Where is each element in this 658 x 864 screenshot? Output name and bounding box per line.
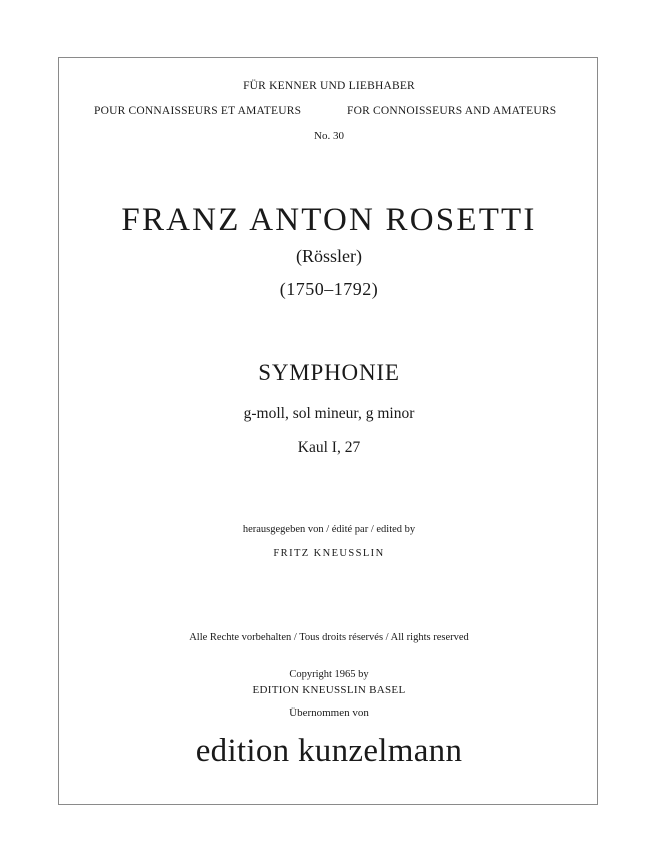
series-title-german: FÜR KENNER UND LIEBHABER (243, 80, 415, 92)
composer-alias: (Rössler) (296, 246, 362, 266)
editor-name: FRITZ KNEUSSLIN (273, 548, 385, 559)
work-catalog-number: Kaul I, 27 (297, 439, 361, 456)
series-number: No. 30 (314, 130, 344, 142)
work-title: SYMPHONIE (258, 360, 400, 385)
original-publisher: EDITION KNEUSSLIN BASEL (252, 684, 406, 696)
composer-name: FRANZ ANTON ROSETTI (121, 202, 537, 238)
rights-notice: Alle Rechte vorbehalten / Tous droits réservés / All rights reserved (189, 632, 469, 643)
taken-over-label: Übernommen von (289, 707, 369, 719)
series-title-french: POUR CONNAISSEURS ET AMATEURS (94, 105, 302, 117)
edited-by-label: herausgegeben von / édité par / edited by (242, 524, 416, 535)
composer-dates: (1750–1792) (279, 279, 379, 299)
work-key: g-moll, sol mineur, g minor (243, 405, 415, 422)
copyright-line: Copyright 1965 by (289, 669, 369, 680)
publisher-brand: edition kunzelmann (195, 733, 463, 769)
series-title-english: FOR CONNOISSEURS AND AMATEURS (347, 105, 557, 117)
